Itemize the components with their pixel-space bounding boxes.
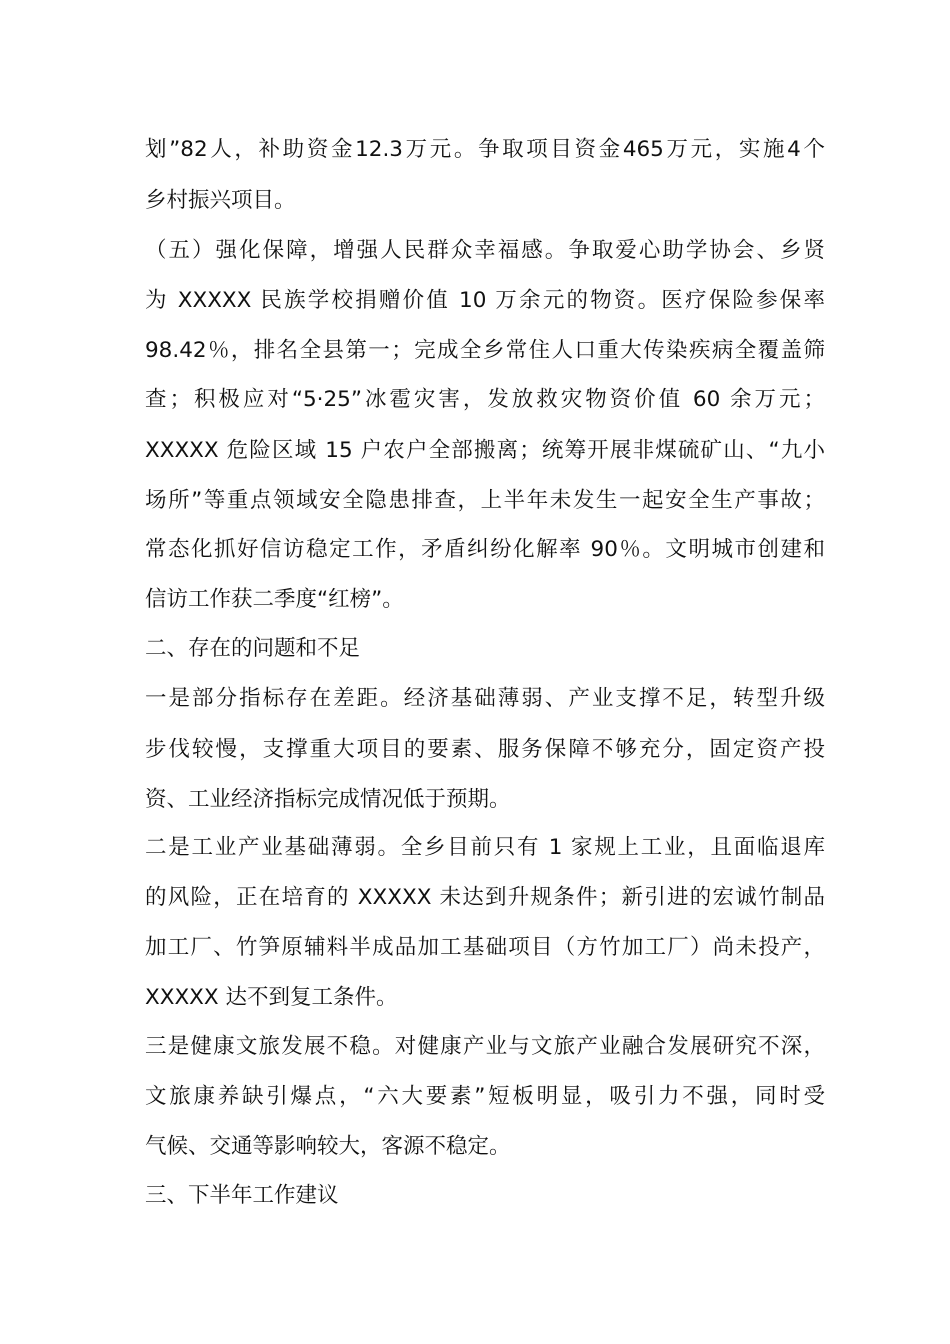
text-line: XXXXX 危险区域 15 户农户全部搬离；统筹开展非煤硫矿山、“九小 <box>145 438 825 463</box>
section-heading: 三、下半年工作建议 <box>145 1183 339 1208</box>
text-line: 场所”等重点领域安全隐患排查，上半年未发生一起安全生产事故； <box>145 488 825 513</box>
text-line: 一是部分指标存在差距。经济基础薄弱、产业支撑不足，转型升级 <box>145 686 825 711</box>
text-line: 文旅康养缺引爆点，“六大要素”短板明显，吸引力不强，同时受 <box>145 1084 825 1109</box>
section-heading: 二、存在的问题和不足 <box>145 636 361 661</box>
text-line: 二是工业产业基础薄弱。全乡目前只有 1 家规上工业，且面临退库 <box>145 835 825 860</box>
text-line: 的风险，正在培育的 XXXXX 未达到升规条件；新引进的宏诚竹制品 <box>145 885 825 910</box>
text-line: 加工厂、竹笋原辅料半成品加工基础项目（方竹加工厂）尚未投产， <box>145 935 825 960</box>
text-line: 信访工作获二季度“红榜”。 <box>145 587 404 612</box>
text-line: 为 XXXXX 民族学校捐赠价值 10 万余元的物资。医疗保险参保率 <box>145 288 825 313</box>
section-heading-line: （五）强化保障，增强人民群众幸福感。争取爱心助学协会、乡贤 <box>145 238 825 263</box>
text-line: 气候、交通等影响较大，客源不稳定。 <box>145 1134 511 1159</box>
text-line: 划”82人，补助资金12.3万元。争取项目资金465万元，实施4个 <box>145 137 825 162</box>
text-line: 三是健康文旅发展不稳。对健康产业与文旅产业融合发展研究不深， <box>145 1034 825 1059</box>
text-line: 资、工业经济指标完成情况低于预期。 <box>145 787 511 812</box>
text-line: 乡村振兴项目。 <box>145 188 296 213</box>
text-line: 98.42％，排名全县第一；完成全乡常住人口重大传染疾病全覆盖筛 <box>145 338 825 363</box>
text-line: 步伐较慢，支撑重大项目的要素、服务保障不够充分，固定资产投 <box>145 737 825 762</box>
text-line: XXXXX 达不到复工条件。 <box>145 985 398 1010</box>
text-line: 查；积极应对“5·25”冰雹灾害，发放救灾物资价值 60 余万元； <box>145 387 825 412</box>
text-line: 常态化抓好信访稳定工作，矛盾纠纷化解率 90％。文明城市创建和 <box>145 537 825 562</box>
